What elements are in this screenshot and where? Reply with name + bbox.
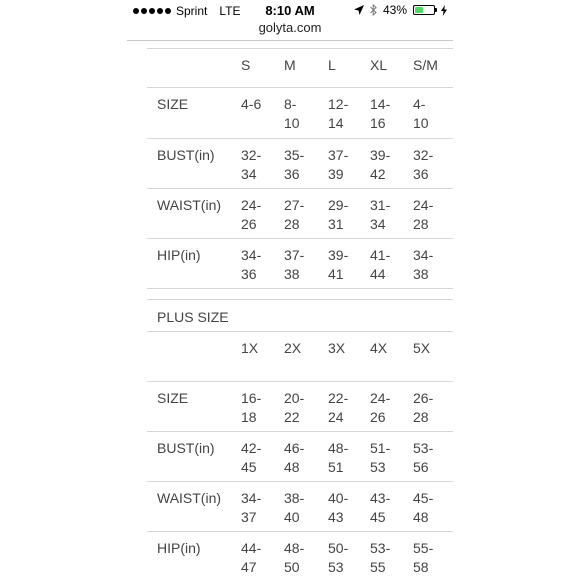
status-time: 8:10 AM bbox=[265, 3, 315, 18]
table-cell: 46- 48 bbox=[284, 440, 305, 475]
status-right bbox=[354, 3, 447, 17]
table-cell: 53- 55 bbox=[370, 540, 391, 575]
row-label: HIP(in) bbox=[157, 540, 201, 556]
table-cell: 37- 38 bbox=[284, 247, 305, 282]
section-title: PLUS SIZE bbox=[157, 309, 229, 325]
table-cell: 39- 41 bbox=[328, 247, 349, 282]
row-label: BUST(in) bbox=[157, 440, 215, 456]
plus-header-row bbox=[147, 332, 453, 382]
table-cell: 24- 28 bbox=[413, 197, 434, 232]
header-cell: L bbox=[328, 57, 336, 73]
table-cell: 39- 42 bbox=[370, 147, 391, 182]
table-cell: 4-6 bbox=[241, 96, 262, 112]
carrier-name: Sprint bbox=[176, 4, 208, 18]
table-cell: 8- 10 bbox=[284, 96, 300, 131]
table-row bbox=[147, 239, 453, 289]
table-cell: 31- 34 bbox=[370, 197, 391, 232]
table-cell: 42- 45 bbox=[241, 440, 262, 475]
row-label: HIP(in) bbox=[157, 247, 201, 263]
size-chart bbox=[147, 48, 453, 580]
table-cell: 38- 40 bbox=[284, 490, 305, 525]
standard-header-row bbox=[147, 48, 453, 88]
table-cell: 20- 22 bbox=[284, 390, 305, 425]
table-row bbox=[147, 139, 453, 189]
status-bar bbox=[127, 0, 453, 22]
table-cell: 4- 10 bbox=[413, 96, 429, 131]
table-cell: 34- 38 bbox=[413, 247, 434, 282]
battery-fill bbox=[415, 7, 423, 13]
phone-screen bbox=[127, 0, 453, 580]
row-label: BUST(in) bbox=[157, 147, 215, 163]
header-cell: 5X bbox=[413, 340, 431, 356]
header-cell: XL bbox=[370, 57, 388, 73]
section-gap bbox=[147, 289, 453, 300]
row-label: WAIST(in) bbox=[157, 490, 222, 506]
address-bar-divider bbox=[127, 40, 453, 41]
table-cell: 16- 18 bbox=[241, 390, 262, 425]
table-cell: 12- 14 bbox=[328, 96, 349, 131]
battery-percent: 43% bbox=[382, 3, 407, 17]
table-row bbox=[147, 482, 453, 532]
plus-size-title-row bbox=[147, 300, 453, 332]
table-cell: 27- 28 bbox=[284, 197, 305, 232]
table-cell: 37- 39 bbox=[328, 147, 349, 182]
table-cell: 55- 58 bbox=[413, 540, 434, 575]
header-cell: 4X bbox=[370, 340, 388, 356]
header-cell: S bbox=[241, 57, 251, 73]
table-cell: 45- 48 bbox=[413, 490, 434, 525]
header-cell: 2X bbox=[284, 340, 302, 356]
url-bar[interactable]: golyta.com bbox=[258, 20, 322, 35]
table-row bbox=[147, 189, 453, 239]
table-cell: 44- 47 bbox=[241, 540, 262, 575]
network-type: LTE bbox=[219, 4, 241, 18]
table-cell: 26- 28 bbox=[413, 390, 434, 425]
table-cell: 24- 26 bbox=[241, 197, 262, 232]
location-arrow-icon bbox=[354, 5, 364, 15]
table-cell: 24- 26 bbox=[370, 390, 391, 425]
table-cell: 40- 43 bbox=[328, 490, 349, 525]
table-cell: 51- 53 bbox=[370, 440, 391, 475]
table-cell: 48- 50 bbox=[284, 540, 305, 575]
table-cell: 50- 53 bbox=[328, 540, 349, 575]
row-label: SIZE bbox=[157, 96, 189, 112]
row-label: WAIST(in) bbox=[157, 197, 222, 213]
battery-icon bbox=[413, 5, 435, 15]
table-row bbox=[147, 88, 453, 139]
table-cell: 35- 36 bbox=[284, 147, 305, 182]
table-cell: 48- 51 bbox=[328, 440, 349, 475]
table-cell: 34- 37 bbox=[241, 490, 262, 525]
table-cell: 22- 24 bbox=[328, 390, 349, 425]
table-cell: 41- 44 bbox=[370, 247, 391, 282]
table-row bbox=[147, 432, 453, 482]
table-row bbox=[147, 532, 453, 580]
header-cell: M bbox=[284, 57, 296, 73]
header-cell: S/M bbox=[413, 57, 438, 73]
table-cell: 29- 31 bbox=[328, 197, 349, 232]
table-cell: 34- 36 bbox=[241, 247, 262, 282]
charging-bolt-icon bbox=[441, 5, 447, 16]
table-cell: 14- 16 bbox=[370, 96, 391, 131]
row-label: SIZE bbox=[157, 390, 189, 406]
table-cell: 43- 45 bbox=[370, 490, 391, 525]
table-cell: 53- 56 bbox=[413, 440, 434, 475]
bluetooth-icon bbox=[370, 4, 377, 16]
table-cell: 32- 34 bbox=[241, 147, 262, 182]
header-cell: 3X bbox=[328, 340, 346, 356]
table-cell: 32- 36 bbox=[413, 147, 434, 182]
header-cell: 1X bbox=[241, 340, 259, 356]
table-row bbox=[147, 382, 453, 432]
